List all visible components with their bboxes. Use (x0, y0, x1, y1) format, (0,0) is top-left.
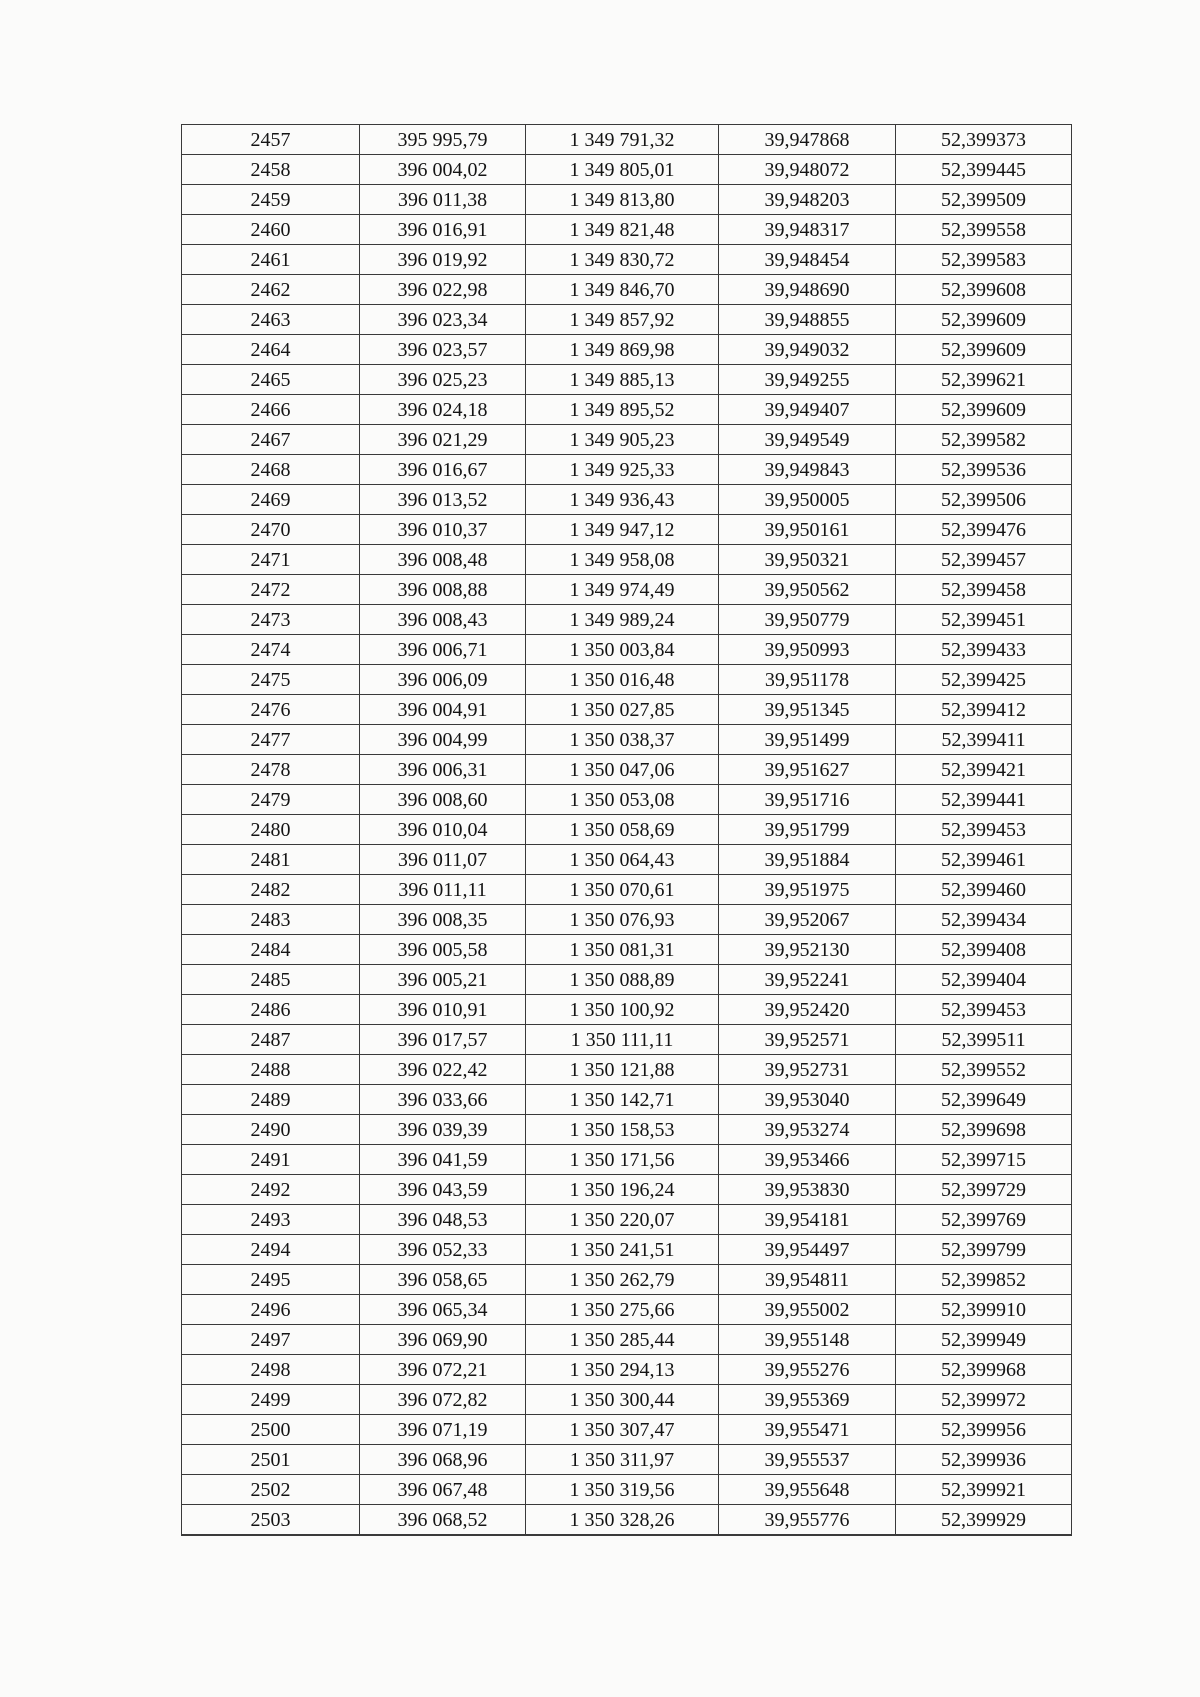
table-row (182, 335, 1072, 365)
point-number-cell: 2489 (182, 1085, 360, 1115)
latitude-cell: 52,399956 (896, 1415, 1072, 1445)
latitude-cell: 52,399583 (896, 245, 1072, 275)
longitude-cell: 39,951975 (719, 875, 896, 905)
table-row (182, 695, 1072, 725)
longitude-cell: 39,951345 (719, 695, 896, 725)
point-number-cell: 2477 (182, 725, 360, 755)
longitude-cell: 39,947868 (719, 125, 896, 155)
latitude-cell: 52,399609 (896, 305, 1072, 335)
point-number-cell: 2463 (182, 305, 360, 335)
latitude-cell: 52,399715 (896, 1145, 1072, 1175)
y-coordinate-cell: 1 350 027,85 (526, 695, 719, 725)
latitude-cell: 52,399799 (896, 1235, 1072, 1265)
latitude-cell: 52,399421 (896, 755, 1072, 785)
point-number-cell: 2474 (182, 635, 360, 665)
longitude-cell: 39,955002 (719, 1295, 896, 1325)
point-number-cell: 2486 (182, 995, 360, 1025)
y-coordinate-cell: 1 350 262,79 (526, 1265, 719, 1295)
latitude-cell: 52,399506 (896, 485, 1072, 515)
table-row (182, 1145, 1072, 1175)
latitude-cell: 52,399910 (896, 1295, 1072, 1325)
latitude-cell: 52,399511 (896, 1025, 1072, 1055)
longitude-cell: 39,948690 (719, 275, 896, 305)
x-coordinate-cell: 396 067,48 (360, 1475, 526, 1505)
longitude-cell: 39,954497 (719, 1235, 896, 1265)
point-number-cell: 2461 (182, 245, 360, 275)
latitude-cell: 52,399852 (896, 1265, 1072, 1295)
table-row (182, 1475, 1072, 1505)
point-number-cell: 2481 (182, 845, 360, 875)
y-coordinate-cell: 1 349 947,12 (526, 515, 719, 545)
y-coordinate-cell: 1 350 300,44 (526, 1385, 719, 1415)
x-coordinate-cell: 396 005,21 (360, 965, 526, 995)
point-number-cell: 2476 (182, 695, 360, 725)
longitude-cell: 39,955648 (719, 1475, 896, 1505)
longitude-cell: 39,951499 (719, 725, 896, 755)
y-coordinate-cell: 1 350 241,51 (526, 1235, 719, 1265)
point-number-cell: 2488 (182, 1055, 360, 1085)
y-coordinate-cell: 1 350 171,56 (526, 1145, 719, 1175)
point-number-cell: 2503 (182, 1505, 360, 1536)
latitude-cell: 52,399698 (896, 1115, 1072, 1145)
longitude-cell: 39,950161 (719, 515, 896, 545)
y-coordinate-cell: 1 350 121,88 (526, 1055, 719, 1085)
table-row (182, 485, 1072, 515)
longitude-cell: 39,953466 (719, 1145, 896, 1175)
y-coordinate-cell: 1 349 791,32 (526, 125, 719, 155)
longitude-cell: 39,952420 (719, 995, 896, 1025)
table-row (182, 845, 1072, 875)
x-coordinate-cell: 396 068,96 (360, 1445, 526, 1475)
x-coordinate-cell: 396 068,52 (360, 1505, 526, 1536)
x-coordinate-cell: 396 025,23 (360, 365, 526, 395)
table-row (182, 305, 1072, 335)
latitude-cell: 52,399408 (896, 935, 1072, 965)
y-coordinate-cell: 1 350 307,47 (526, 1415, 719, 1445)
point-number-cell: 2459 (182, 185, 360, 215)
longitude-cell: 39,952731 (719, 1055, 896, 1085)
y-coordinate-cell: 1 349 869,98 (526, 335, 719, 365)
x-coordinate-cell: 396 008,35 (360, 905, 526, 935)
x-coordinate-cell: 396 041,59 (360, 1145, 526, 1175)
y-coordinate-cell: 1 349 846,70 (526, 275, 719, 305)
x-coordinate-cell: 396 011,07 (360, 845, 526, 875)
x-coordinate-cell: 396 004,99 (360, 725, 526, 755)
longitude-cell: 39,949407 (719, 395, 896, 425)
latitude-cell: 52,399476 (896, 515, 1072, 545)
point-number-cell: 2483 (182, 905, 360, 935)
longitude-cell: 39,953274 (719, 1115, 896, 1145)
point-number-cell: 2457 (182, 125, 360, 155)
point-number-cell: 2465 (182, 365, 360, 395)
longitude-cell: 39,951627 (719, 755, 896, 785)
table-row (182, 875, 1072, 905)
table-row (182, 1025, 1072, 1055)
x-coordinate-cell: 396 008,88 (360, 575, 526, 605)
point-number-cell: 2492 (182, 1175, 360, 1205)
y-coordinate-cell: 1 350 016,48 (526, 665, 719, 695)
point-number-cell: 2495 (182, 1265, 360, 1295)
point-number-cell: 2480 (182, 815, 360, 845)
point-number-cell: 2469 (182, 485, 360, 515)
y-coordinate-cell: 1 350 142,71 (526, 1085, 719, 1115)
longitude-cell: 39,949549 (719, 425, 896, 455)
latitude-cell: 52,399441 (896, 785, 1072, 815)
table-row (182, 275, 1072, 305)
point-number-cell: 2482 (182, 875, 360, 905)
table-row (182, 665, 1072, 695)
x-coordinate-cell: 396 072,21 (360, 1355, 526, 1385)
longitude-cell: 39,953830 (719, 1175, 896, 1205)
point-number-cell: 2479 (182, 785, 360, 815)
longitude-cell: 39,955776 (719, 1505, 896, 1536)
latitude-cell: 52,399649 (896, 1085, 1072, 1115)
x-coordinate-cell: 396 065,34 (360, 1295, 526, 1325)
table-row (182, 365, 1072, 395)
table-row (182, 785, 1072, 815)
latitude-cell: 52,399453 (896, 815, 1072, 845)
latitude-cell: 52,399434 (896, 905, 1072, 935)
y-coordinate-cell: 1 349 905,23 (526, 425, 719, 455)
coordinates-table-body (182, 125, 1072, 1536)
x-coordinate-cell: 395 995,79 (360, 125, 526, 155)
latitude-cell: 52,399769 (896, 1205, 1072, 1235)
point-number-cell: 2501 (182, 1445, 360, 1475)
point-number-cell: 2499 (182, 1385, 360, 1415)
x-coordinate-cell: 396 004,02 (360, 155, 526, 185)
y-coordinate-cell: 1 350 038,37 (526, 725, 719, 755)
longitude-cell: 39,951884 (719, 845, 896, 875)
table-row (182, 1115, 1072, 1145)
longitude-cell: 39,952130 (719, 935, 896, 965)
x-coordinate-cell: 396 011,11 (360, 875, 526, 905)
point-number-cell: 2497 (182, 1325, 360, 1355)
point-number-cell: 2471 (182, 545, 360, 575)
table-row (182, 1295, 1072, 1325)
latitude-cell: 52,399373 (896, 125, 1072, 155)
x-coordinate-cell: 396 022,98 (360, 275, 526, 305)
table-row (182, 635, 1072, 665)
latitude-cell: 52,399404 (896, 965, 1072, 995)
table-row (182, 1205, 1072, 1235)
latitude-cell: 52,399425 (896, 665, 1072, 695)
table-row (182, 1265, 1072, 1295)
latitude-cell: 52,399558 (896, 215, 1072, 245)
longitude-cell: 39,950779 (719, 605, 896, 635)
x-coordinate-cell: 396 024,18 (360, 395, 526, 425)
longitude-cell: 39,950005 (719, 485, 896, 515)
table-row (182, 1325, 1072, 1355)
x-coordinate-cell: 396 039,39 (360, 1115, 526, 1145)
table-row (182, 545, 1072, 575)
table-row (182, 605, 1072, 635)
table-row (182, 155, 1072, 185)
latitude-cell: 52,399609 (896, 395, 1072, 425)
x-coordinate-cell: 396 071,19 (360, 1415, 526, 1445)
point-number-cell: 2484 (182, 935, 360, 965)
point-number-cell: 2498 (182, 1355, 360, 1385)
point-number-cell: 2458 (182, 155, 360, 185)
latitude-cell: 52,399936 (896, 1445, 1072, 1475)
x-coordinate-cell: 396 004,91 (360, 695, 526, 725)
y-coordinate-cell: 1 350 158,53 (526, 1115, 719, 1145)
longitude-cell: 39,948454 (719, 245, 896, 275)
longitude-cell: 39,952241 (719, 965, 896, 995)
table-row (182, 575, 1072, 605)
longitude-cell: 39,955148 (719, 1325, 896, 1355)
x-coordinate-cell: 396 043,59 (360, 1175, 526, 1205)
table-row (182, 1355, 1072, 1385)
y-coordinate-cell: 1 350 220,07 (526, 1205, 719, 1235)
x-coordinate-cell: 396 006,31 (360, 755, 526, 785)
point-number-cell: 2472 (182, 575, 360, 605)
point-number-cell: 2468 (182, 455, 360, 485)
latitude-cell: 52,399458 (896, 575, 1072, 605)
latitude-cell: 52,399433 (896, 635, 1072, 665)
y-coordinate-cell: 1 350 064,43 (526, 845, 719, 875)
x-coordinate-cell: 396 017,57 (360, 1025, 526, 1055)
point-number-cell: 2478 (182, 755, 360, 785)
y-coordinate-cell: 1 350 328,26 (526, 1505, 719, 1536)
y-coordinate-cell: 1 350 053,08 (526, 785, 719, 815)
latitude-cell: 52,399461 (896, 845, 1072, 875)
longitude-cell: 39,948203 (719, 185, 896, 215)
table-row (182, 965, 1072, 995)
longitude-cell: 39,948072 (719, 155, 896, 185)
latitude-cell: 52,399451 (896, 605, 1072, 635)
y-coordinate-cell: 1 349 989,24 (526, 605, 719, 635)
latitude-cell: 52,399949 (896, 1325, 1072, 1355)
longitude-cell: 39,949032 (719, 335, 896, 365)
longitude-cell: 39,951799 (719, 815, 896, 845)
longitude-cell: 39,955471 (719, 1415, 896, 1445)
longitude-cell: 39,955276 (719, 1355, 896, 1385)
point-number-cell: 2467 (182, 425, 360, 455)
table-row (182, 755, 1072, 785)
point-number-cell: 2470 (182, 515, 360, 545)
x-coordinate-cell: 396 048,53 (360, 1205, 526, 1235)
longitude-cell: 39,948317 (719, 215, 896, 245)
table-row (182, 245, 1072, 275)
latitude-cell: 52,399582 (896, 425, 1072, 455)
point-number-cell: 2473 (182, 605, 360, 635)
x-coordinate-cell: 396 016,67 (360, 455, 526, 485)
y-coordinate-cell: 1 350 285,44 (526, 1325, 719, 1355)
table-row (182, 1055, 1072, 1085)
table-row (182, 1085, 1072, 1115)
x-coordinate-cell: 396 016,91 (360, 215, 526, 245)
latitude-cell: 52,399552 (896, 1055, 1072, 1085)
latitude-cell: 52,399460 (896, 875, 1072, 905)
longitude-cell: 39,954181 (719, 1205, 896, 1235)
point-number-cell: 2493 (182, 1205, 360, 1235)
y-coordinate-cell: 1 350 076,93 (526, 905, 719, 935)
latitude-cell: 52,399609 (896, 335, 1072, 365)
x-coordinate-cell: 396 011,38 (360, 185, 526, 215)
latitude-cell: 52,399608 (896, 275, 1072, 305)
coordinates-table (181, 124, 1072, 1536)
table-row (182, 905, 1072, 935)
latitude-cell: 52,399509 (896, 185, 1072, 215)
point-number-cell: 2485 (182, 965, 360, 995)
longitude-cell: 39,954811 (719, 1265, 896, 1295)
point-number-cell: 2496 (182, 1295, 360, 1325)
table-row (182, 395, 1072, 425)
longitude-cell: 39,955369 (719, 1385, 896, 1415)
y-coordinate-cell: 1 350 070,61 (526, 875, 719, 905)
y-coordinate-cell: 1 349 813,80 (526, 185, 719, 215)
longitude-cell: 39,950321 (719, 545, 896, 575)
y-coordinate-cell: 1 349 830,72 (526, 245, 719, 275)
longitude-cell: 39,949255 (719, 365, 896, 395)
point-number-cell: 2487 (182, 1025, 360, 1055)
latitude-cell: 52,399921 (896, 1475, 1072, 1505)
latitude-cell: 52,399972 (896, 1385, 1072, 1415)
x-coordinate-cell: 396 006,09 (360, 665, 526, 695)
point-number-cell: 2464 (182, 335, 360, 365)
longitude-cell: 39,949843 (719, 455, 896, 485)
x-coordinate-cell: 396 019,92 (360, 245, 526, 275)
x-coordinate-cell: 396 010,37 (360, 515, 526, 545)
y-coordinate-cell: 1 349 821,48 (526, 215, 719, 245)
y-coordinate-cell: 1 350 088,89 (526, 965, 719, 995)
y-coordinate-cell: 1 349 958,08 (526, 545, 719, 575)
longitude-cell: 39,951716 (719, 785, 896, 815)
x-coordinate-cell: 396 008,43 (360, 605, 526, 635)
latitude-cell: 52,399929 (896, 1505, 1072, 1536)
table-row (182, 1385, 1072, 1415)
x-coordinate-cell: 396 023,34 (360, 305, 526, 335)
y-coordinate-cell: 1 350 100,92 (526, 995, 719, 1025)
table-row (182, 1235, 1072, 1265)
x-coordinate-cell: 396 058,65 (360, 1265, 526, 1295)
longitude-cell: 39,950993 (719, 635, 896, 665)
x-coordinate-cell: 396 021,29 (360, 425, 526, 455)
longitude-cell: 39,955537 (719, 1445, 896, 1475)
x-coordinate-cell: 396 008,48 (360, 545, 526, 575)
latitude-cell: 52,399445 (896, 155, 1072, 185)
x-coordinate-cell: 396 023,57 (360, 335, 526, 365)
longitude-cell: 39,953040 (719, 1085, 896, 1115)
latitude-cell: 52,399536 (896, 455, 1072, 485)
table-row (182, 455, 1072, 485)
latitude-cell: 52,399457 (896, 545, 1072, 575)
y-coordinate-cell: 1 350 311,97 (526, 1445, 719, 1475)
table-row (182, 1445, 1072, 1475)
x-coordinate-cell: 396 013,52 (360, 485, 526, 515)
latitude-cell: 52,399411 (896, 725, 1072, 755)
table-row (182, 215, 1072, 245)
table-row (182, 425, 1072, 455)
point-number-cell: 2466 (182, 395, 360, 425)
longitude-cell: 39,948855 (719, 305, 896, 335)
x-coordinate-cell: 396 006,71 (360, 635, 526, 665)
y-coordinate-cell: 1 349 895,52 (526, 395, 719, 425)
point-number-cell: 2500 (182, 1415, 360, 1445)
x-coordinate-cell: 396 008,60 (360, 785, 526, 815)
y-coordinate-cell: 1 350 058,69 (526, 815, 719, 845)
longitude-cell: 39,951178 (719, 665, 896, 695)
y-coordinate-cell: 1 350 319,56 (526, 1475, 719, 1505)
point-number-cell: 2475 (182, 665, 360, 695)
x-coordinate-cell: 396 010,91 (360, 995, 526, 1025)
x-coordinate-cell: 396 072,82 (360, 1385, 526, 1415)
table-row (182, 1415, 1072, 1445)
table-row (182, 1175, 1072, 1205)
table-row (182, 185, 1072, 215)
y-coordinate-cell: 1 349 925,33 (526, 455, 719, 485)
table-row (182, 125, 1072, 155)
point-number-cell: 2490 (182, 1115, 360, 1145)
y-coordinate-cell: 1 350 196,24 (526, 1175, 719, 1205)
table-row (182, 725, 1072, 755)
table-row (182, 935, 1072, 965)
y-coordinate-cell: 1 349 885,13 (526, 365, 719, 395)
point-number-cell: 2460 (182, 215, 360, 245)
table-row (182, 1505, 1072, 1536)
longitude-cell: 39,950562 (719, 575, 896, 605)
x-coordinate-cell: 396 010,04 (360, 815, 526, 845)
y-coordinate-cell: 1 349 805,01 (526, 155, 719, 185)
table-row (182, 815, 1072, 845)
y-coordinate-cell: 1 350 047,06 (526, 755, 719, 785)
y-coordinate-cell: 1 350 294,13 (526, 1355, 719, 1385)
latitude-cell: 52,399968 (896, 1355, 1072, 1385)
y-coordinate-cell: 1 350 275,66 (526, 1295, 719, 1325)
point-number-cell: 2462 (182, 275, 360, 305)
x-coordinate-cell: 396 069,90 (360, 1325, 526, 1355)
y-coordinate-cell: 1 350 111,11 (526, 1025, 719, 1055)
longitude-cell: 39,952067 (719, 905, 896, 935)
y-coordinate-cell: 1 349 936,43 (526, 485, 719, 515)
table-row (182, 995, 1072, 1025)
table-row (182, 515, 1072, 545)
y-coordinate-cell: 1 350 081,31 (526, 935, 719, 965)
latitude-cell: 52,399453 (896, 995, 1072, 1025)
point-number-cell: 2491 (182, 1145, 360, 1175)
x-coordinate-cell: 396 022,42 (360, 1055, 526, 1085)
longitude-cell: 39,952571 (719, 1025, 896, 1055)
latitude-cell: 52,399729 (896, 1175, 1072, 1205)
x-coordinate-cell: 396 033,66 (360, 1085, 526, 1115)
point-number-cell: 2494 (182, 1235, 360, 1265)
x-coordinate-cell: 396 005,58 (360, 935, 526, 965)
latitude-cell: 52,399621 (896, 365, 1072, 395)
y-coordinate-cell: 1 350 003,84 (526, 635, 719, 665)
y-coordinate-cell: 1 349 857,92 (526, 305, 719, 335)
y-coordinate-cell: 1 349 974,49 (526, 575, 719, 605)
point-number-cell: 2502 (182, 1475, 360, 1505)
latitude-cell: 52,399412 (896, 695, 1072, 725)
x-coordinate-cell: 396 052,33 (360, 1235, 526, 1265)
